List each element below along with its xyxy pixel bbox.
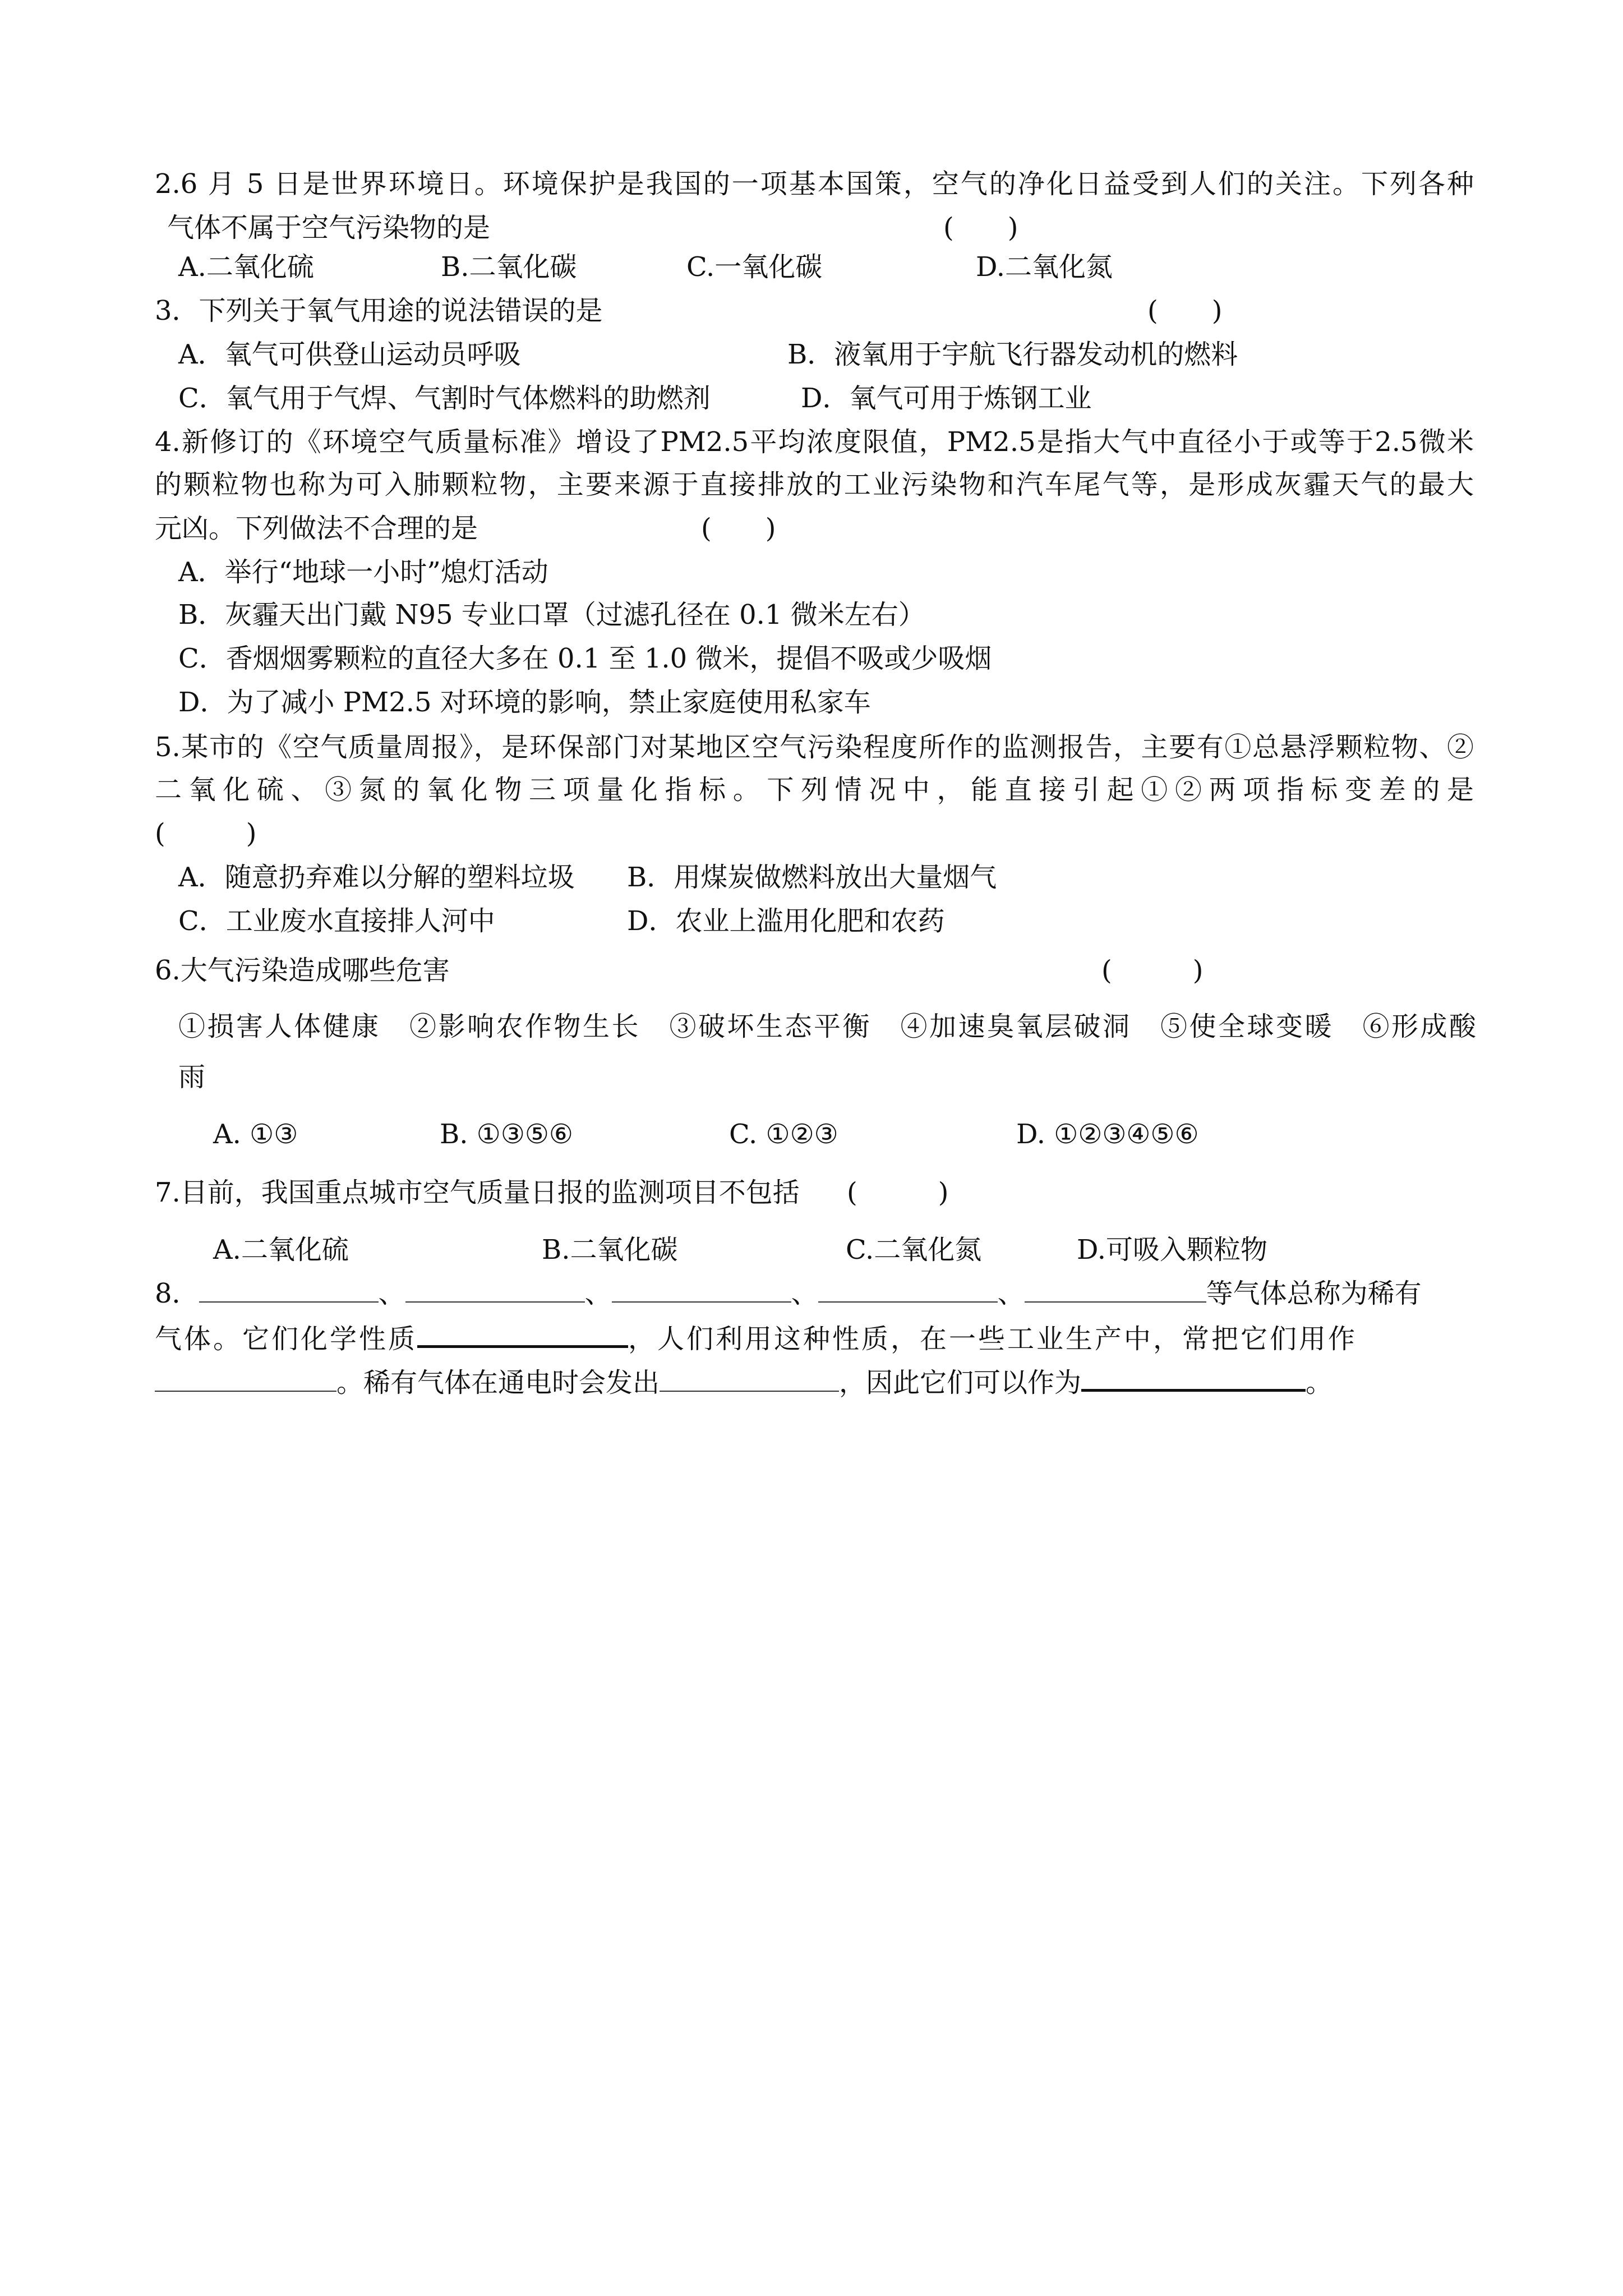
q8-line-3-start: 。稀有气体在通电时会发出 (336, 1367, 660, 1398)
q5-line-2: 二氧化硫、③氮的氧化物三项量化指标。下列情况中，能直接引起①②两项指标变差的是 (155, 774, 1474, 806)
q2-option-a: A.二氧化硫 (178, 251, 314, 283)
q4-option-d: D．为了减小 PM2.5 对环境的影响，禁止家庭使用私家车 (178, 687, 871, 718)
q2-answer-paren: ( ) (943, 212, 1018, 243)
q6-items-line-1: ①损害人体健康 ②影响农作物生长 ③破坏生态平衡 ④加速臭氧层破洞 ⑤使全球变暖 ⑥形成酸 (178, 1011, 1476, 1042)
q8-separator: 、 (378, 1278, 405, 1309)
q4-answer-paren: ( ) (701, 513, 776, 544)
q3-answer-paren: ( ) (1147, 295, 1223, 326)
q4-line-3: 元凶。下列做法不合理的是 (155, 513, 478, 544)
q4-option-a: A．举行“地球一小时”熄灯活动 (178, 556, 548, 588)
q8-blank-7[interactable] (155, 1366, 336, 1392)
q6-items-line-2: 雨 (178, 1061, 206, 1093)
q3-option-c: C．氧气用于气焊、气割时气体燃料的助燃剂 (178, 383, 711, 414)
q8-separator: 、 (791, 1278, 818, 1309)
q5-option-b: B．用煤炭做燃料放出大量烟气 (627, 862, 997, 893)
q6-option-d: D. ①②③④⑤⑥ (1016, 1119, 1199, 1150)
q2-option-b: B.二氧化碳 (441, 251, 577, 283)
q2-line-2: 气体不属于空气污染物的是 (167, 212, 491, 243)
q8-blank-4[interactable] (818, 1277, 998, 1303)
q2-option-c: C.一氧化碳 (686, 251, 823, 283)
q3-option-d: D．氧气可用于炼钢工业 (801, 383, 1092, 414)
q8-blank-1[interactable] (199, 1277, 379, 1303)
q4-option-c: C．香烟烟雾颗粒的直径大多在 0.1 至 1.0 微米，提倡不吸或少吸烟 (178, 643, 992, 674)
q8-line-2-start: 气体。它们化学性质 (155, 1323, 418, 1355)
q5-answer-paren: ( ) (155, 818, 257, 849)
q6-option-a: A. ①③ (213, 1119, 298, 1150)
q8-separator: 、 (584, 1278, 612, 1309)
q6-option-b: B. ①③⑤⑥ (440, 1119, 573, 1150)
q8-line-1-tail: 等气体总称为稀有 (1206, 1278, 1422, 1309)
q8-blank-6[interactable] (417, 1320, 628, 1348)
q3-option-a: A．氧气可供登山运动员呼吸 (178, 339, 521, 370)
q8-line-1 (155, 1277, 1422, 1310)
q8-blank-2[interactable] (405, 1277, 585, 1303)
q5-option-c: C．工业废水直接排人河中 (178, 905, 495, 937)
q7-option-a: A.二氧化硫 (213, 1234, 349, 1266)
q8-blank-5[interactable] (1025, 1277, 1206, 1303)
q8-blank-3[interactable] (612, 1277, 791, 1303)
q8-line-3 (155, 1364, 1332, 1398)
q8-separator: 、 (997, 1278, 1025, 1309)
q7-option-c: C.二氧化氮 (846, 1234, 982, 1266)
q8-line-2-middle: ，人们利用这种性质，在一些工业生产中，常把它们用作 (628, 1323, 1358, 1355)
q3-stem: 3．下列关于氧气用途的说法错误的是 (155, 295, 603, 326)
q7-answer-paren: ( ) (847, 1177, 949, 1208)
q2-option-d: D.二氧化氮 (976, 251, 1113, 283)
q3-option-b: B．液氧用于宇航飞行器发动机的燃料 (787, 339, 1238, 370)
q8-blank-9[interactable] (1081, 1364, 1306, 1392)
q4-line-1: 4.新修订的《环境空气质量标准》增设了PM2.5平均浓度限值，PM2.5是指大气中直径小于或等于2.5微米 (155, 426, 1474, 458)
q8-line-3-middle: ，因此它们可以作为 (839, 1367, 1082, 1398)
q5-option-d: D．农业上滥用化肥和农药 (627, 905, 945, 937)
q7-option-b: B.二氧化碳 (542, 1234, 678, 1266)
q4-line-2: 的颗粒物也称为可入肺颗粒物，主要来源于直接排放的工业污染物和汽车尾气等，是形成灰霾天气的最大 (155, 469, 1474, 500)
q2-line-1: 2.6 月 5 日是世界环境日。环境保护是我国的一项基本国策，空气的净化日益受到人们的关注。下列各种 (155, 168, 1474, 200)
q4-option-b: B．灰霾天出门戴 N95 专业口罩（过滤孔径在 0.1 微米左右） (178, 599, 925, 631)
q5-line-1: 5.某市的《空气质量周报》，是环保部门对某地区空气污染程度所作的监测报告，主要有①总悬浮颗粒物、② (155, 731, 1474, 763)
q8-number: 8． (155, 1278, 199, 1309)
q6-option-c: C. ①②③ (729, 1119, 838, 1150)
q7-stem: 7.目前，我国重点城市空气质量日报的监测项目不包括 (155, 1177, 800, 1208)
q5-option-a: A．随意扔弃难以分解的塑料垃圾 (178, 862, 575, 893)
q8-line-3-end: 。 (1306, 1367, 1333, 1398)
q8-line-2 (155, 1320, 1357, 1354)
q7-option-d: D.可吸入颗粒物 (1077, 1234, 1268, 1266)
q8-blank-8[interactable] (660, 1366, 839, 1392)
q6-answer-paren: ( ) (1101, 955, 1204, 986)
q6-stem: 6.大气污染造成哪些危害 (155, 955, 450, 986)
